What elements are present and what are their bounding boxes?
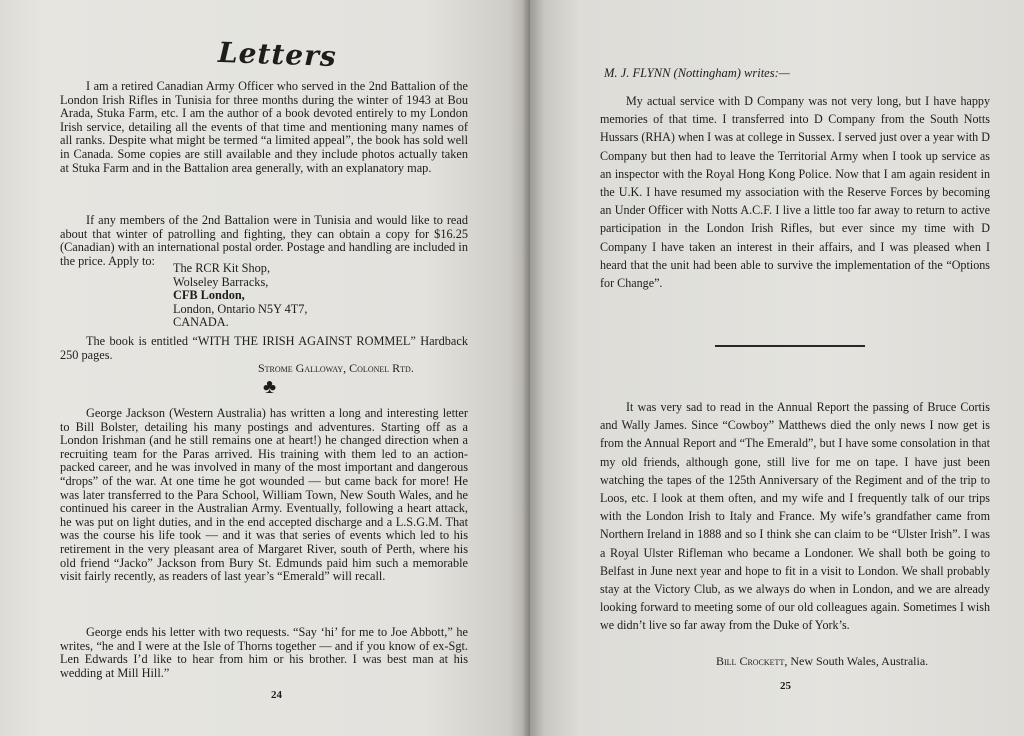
letter-2-paragraph-1: George Jackson (Western Australia) has written a long and interesting letter to Bill Bolster, detailing his many postings and adventures. Starting off as a London Irishman (and he still remains one at heart!) he changed direction when a recruiting team for the Paras arrived. His training with them led to an action-packed career, and he was involved in many of the most important and dangerous “drops” of the war. At one time he got wounded — but came back for more! He was later transferred to the Para School, William Town, New South Wales, and he continued his career in the Australian Army. Eventually, following a heart attack, he was put on light duties, and in the end accepted discharge and a L.S.G.M. That was the course his life took — and it was that series of events which led to his retirement in the very pleasant area of Margaret River, south of Perth, where his old friend “Jacko” Jackson from Bury St. Edmunds paid him such a memorable visit fairly recently, as readers of last year’s “Emerald” will recall. [60, 406, 468, 584]
letter-byline: M. J. FLYNN (Nottingham) writes:— [604, 66, 790, 80]
mailing-address [173, 262, 307, 330]
page-number-left: 24 [271, 689, 282, 701]
page-heading: Letters [217, 35, 338, 74]
address-line: London, Ontario N5Y 4T7, [173, 301, 308, 316]
flynn-letter: My actual service with D Company was not very long, but I have happy memories of that time. I transferred into D Company from the South Notts Hussars (RHA) when I was at college in Sussex. I served just over a year with D Company but then had to leave the Territorial Army when I took up service as an inspector with the Royal Hong Kong Police. Now that I am again resident in the U.K. I have resumed my association with the Reserve Forces by becoming an Under Officer with Notts A.C.F. I live a little too far away to return to active participation in the London Irish Rifles, but ever since my time with D Company I have taken an interest in their affairs, and I was pleased when I heard that the unit had been able to survive the implementation of the “Options for Change”. [600, 94, 990, 291]
crockett-signature [716, 654, 928, 669]
signature-place: , New South Wales, Australia. [784, 654, 929, 668]
letter-1-paragraph-1: I am a retired Canadian Army Officer who served in the 2nd Battalion of the London Irish Rifles in Tunisia for three months during the winter of 1943 at Bou Arada, Stuka Farm, etc. I am the author of a book devoted entirely to my London Irish service, detailing all the events of that time and mentioning many names of all ranks. Despite what might be termed “a limited appeal”, the book has sold well in Canada. Some copies are still available and they include photos actually taken at Stuka Farm and in the Battalion area generally, with an explanatory map. [60, 79, 468, 175]
address-line: Wolseley Barracks, [173, 274, 269, 289]
club-ornament: ♣ [263, 376, 277, 398]
section-divider [715, 345, 865, 347]
crockett-letter: It was very sad to read in the Annual Report the passing of Bruce Cortis and Wally James. Since “Cowboy” Matthews died the only news I now get is from the Annual Report and “The Emerald”, but I have some consolation in that my old friends, although gone, still live for me on tape. I have just been watching the tapes of the 125th Anniversary of the Regiment and of the trip to Loos, etc. I look at them often, and my wife and I frequently talk of our trips with the London Irish to Italy and France. My wife’s grandfather came from Northern Ireland in 1888 and so I think she can claim to be “Ulster Irish”. I was a Royal Ulster Rifleman who became a Londoner. We shall both be going to Belfast in June next year and hope to fit in a visit to London. We shall probably stay at the Victory Club, as we always do when in London, and we are already looking forward to meeting some of our old colleagues again. Sometimes I wish we didn’t live so far away from the Duke of York’s. [600, 400, 990, 633]
letter-1-paragraph-2: If any members of the 2nd Battalion were in Tunisia and would like to read about that winter of patrolling and fighting, they can obtain a copy for $16.25 (Canadian) with an international postal order. Postage and handling are included in the price. Apply to: [60, 213, 468, 268]
letter-2-paragraph-2: George ends his letter with two requests. “Say ‘hi’ for me to Joe Abbott,” he writes, “he and I were at the Isle of Thorns together — and if you know of ex-Sgt. Len Edwards I’d like to hear from him or his brother. I was best man at his wedding at Mill Hill.” [60, 625, 468, 680]
page-number-right: 25 [780, 680, 791, 692]
signature-name: Bill Crockett [716, 654, 785, 668]
address-line: The RCR Kit Shop, [173, 261, 271, 275]
letter-1-paragraph-3: The book is entitled “WITH THE IRISH AGAINST ROMMEL” Hardback 250 pages. [60, 334, 468, 362]
address-line: CANADA. [173, 315, 229, 330]
address-line: CFB London, [173, 288, 245, 303]
letter-1-signature: Strome Galloway, Colonel Rtd. [258, 361, 414, 375]
